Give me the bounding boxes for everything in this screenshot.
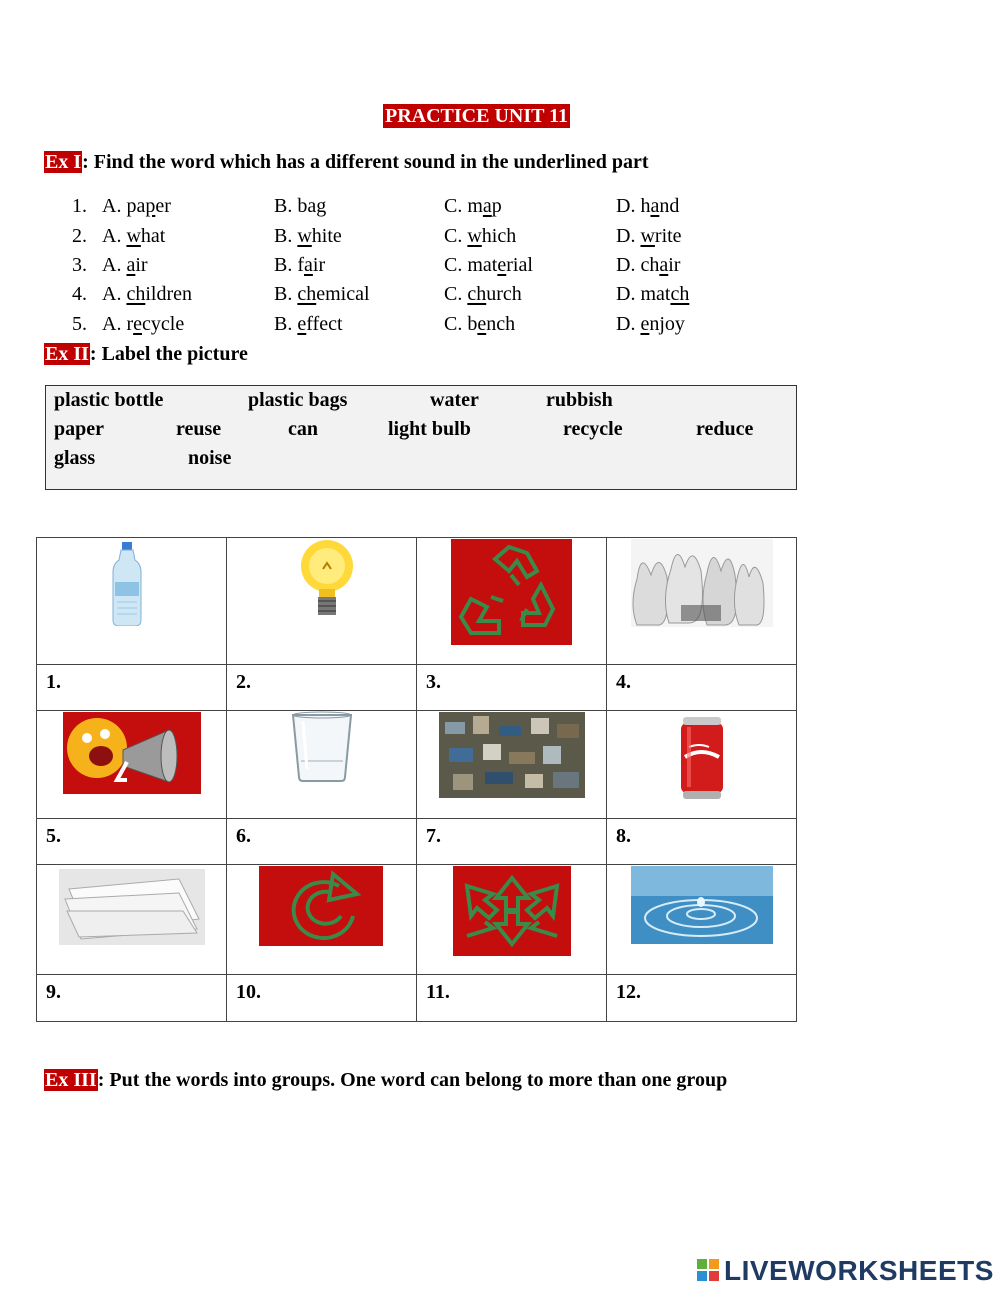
ex3-tag: Ex III <box>45 1069 97 1091</box>
option-text: nch <box>486 313 516 335</box>
underlined-part: w <box>640 225 655 247</box>
option-d <box>616 192 679 220</box>
noise-megaphone-image <box>63 712 201 794</box>
underlined-part: w <box>467 225 482 247</box>
question-number: 3. <box>72 254 87 276</box>
option-text: er <box>155 195 171 217</box>
option-text: b <box>467 313 478 335</box>
picture-label: 11. <box>417 975 607 1022</box>
option-text: C. <box>444 283 468 305</box>
option-text: hite <box>311 225 342 247</box>
brand-name: LIVEWORKSHEETS <box>724 1255 994 1286</box>
picture-label: 12. <box>607 975 797 1022</box>
ex2-tag: Ex II <box>45 343 89 365</box>
option-b <box>274 192 326 220</box>
option-c <box>444 280 522 308</box>
option-text: emical <box>316 283 370 305</box>
option-text: hich <box>481 225 517 247</box>
light-bulb-image <box>299 539 355 621</box>
underlined-part: e <box>477 313 487 335</box>
question-row <box>72 280 772 308</box>
option-text: urch <box>486 283 522 305</box>
option-a <box>102 192 171 220</box>
option-text: ba <box>297 195 317 217</box>
word-bank-item: can <box>288 418 318 440</box>
picture-label: 4. <box>607 665 797 711</box>
question-row <box>72 310 772 338</box>
picture-label: 6. <box>227 819 417 865</box>
option-a <box>102 280 192 308</box>
option-text: nd <box>659 195 680 217</box>
question-row <box>72 251 772 279</box>
option-b <box>274 310 343 338</box>
option-b <box>274 222 342 250</box>
option-text: p <box>491 195 502 217</box>
picture-label: 9. <box>37 975 227 1022</box>
option-text: mat <box>467 254 498 276</box>
picture-label: 1. <box>37 665 227 711</box>
word-bank <box>45 385 797 490</box>
word-bank-item: reduce <box>696 418 754 440</box>
option-a <box>102 222 165 250</box>
recycle-symbol-image <box>451 539 572 645</box>
option-text: D. <box>616 254 641 276</box>
option-text: hat <box>140 225 166 247</box>
underlined-part: g <box>316 195 327 217</box>
underlined-part: p <box>145 195 156 217</box>
option-text: C. <box>444 195 468 217</box>
option-b <box>274 251 325 279</box>
picture-label: 8. <box>607 819 797 865</box>
option-text: f <box>297 254 305 276</box>
option-text: h <box>640 195 651 217</box>
picture-cell <box>607 538 797 665</box>
option-text: B. <box>274 225 298 247</box>
word-bank-item: light bulb <box>388 418 471 440</box>
word-bank-item: plastic bags <box>248 389 348 411</box>
ex1-heading <box>44 150 649 174</box>
picture-cell <box>417 865 607 975</box>
picture-label: 10. <box>227 975 417 1022</box>
option-text: ir <box>135 254 148 276</box>
option-d <box>616 222 682 250</box>
option-text: D. <box>616 283 641 305</box>
underlined-part: a <box>126 254 136 276</box>
picture-cell <box>417 538 607 665</box>
word-bank-item: plastic bottle <box>54 389 164 411</box>
option-text: ir <box>312 254 326 276</box>
picture-cell <box>607 865 797 975</box>
picture-cell <box>227 711 417 819</box>
option-text: C. <box>444 254 468 276</box>
underlined-part: w <box>297 225 312 247</box>
picture-cell <box>37 711 227 819</box>
option-c <box>444 251 533 279</box>
option-text: ildren <box>145 283 192 305</box>
question-number: 1. <box>72 195 87 217</box>
paper-stack-image <box>59 869 205 945</box>
picture-cell <box>417 711 607 819</box>
word-bank-item: glass <box>54 447 96 469</box>
option-text: mat <box>640 283 671 305</box>
option-text: ffect <box>306 313 343 335</box>
option-text: A. <box>102 283 127 305</box>
option-text: m <box>467 195 483 217</box>
underlined-part: e <box>640 313 650 335</box>
picture-cell <box>227 865 417 975</box>
liveworksheets-logo-icon <box>697 1259 719 1281</box>
picture-cell <box>37 865 227 975</box>
picture-cell <box>607 711 797 819</box>
picture-label: 7. <box>417 819 607 865</box>
word-bank-item: recycle <box>563 418 623 440</box>
option-text: B. <box>274 254 298 276</box>
question-number: 4. <box>72 283 87 305</box>
underlined-part: ch <box>670 283 690 305</box>
word-bank-item: rubbish <box>546 389 613 411</box>
picture-cell <box>227 538 417 665</box>
ex1-instruction: : Find the word which has a different sound in the underlined part <box>82 151 649 173</box>
option-text: cycle <box>142 313 185 335</box>
option-c <box>444 222 516 250</box>
reduce-symbol-image <box>453 866 571 956</box>
option-d <box>616 280 689 308</box>
option-text: B. <box>274 313 298 335</box>
option-text: A. <box>102 313 127 335</box>
ex2-heading <box>44 342 248 366</box>
picture-label: 5. <box>37 819 227 865</box>
option-text: rite <box>654 225 682 247</box>
option-text: C. <box>444 225 468 247</box>
bottle-image <box>109 542 145 626</box>
underlined-part: w <box>126 225 141 247</box>
option-c <box>444 310 515 338</box>
option-text: A. <box>102 225 127 247</box>
underlined-part: a <box>650 195 660 217</box>
option-a <box>102 310 184 338</box>
ex2-instruction: : Label the picture <box>89 343 248 365</box>
option-a <box>102 251 148 279</box>
option-text: njoy <box>649 313 685 335</box>
ex3-instruction: : Put the words into groups. One word can belong to more than one group <box>97 1069 728 1091</box>
option-text: D. <box>616 195 641 217</box>
word-bank-item: reuse <box>176 418 222 440</box>
underlined-part: a <box>482 195 492 217</box>
option-text: A. <box>102 254 127 276</box>
question-number: 2. <box>72 225 87 247</box>
ex1-tag: Ex I <box>45 151 82 173</box>
option-c <box>444 192 502 220</box>
option-text: ch <box>640 254 660 276</box>
underlined-part: e <box>133 313 143 335</box>
underlined-part: e <box>497 254 507 276</box>
picture-grid <box>36 537 797 1022</box>
option-text: ir <box>668 254 681 276</box>
reuse-symbol-image <box>259 866 383 946</box>
glass-image <box>289 711 355 783</box>
picture-cell <box>37 538 227 665</box>
underlined-part: ch <box>467 283 487 305</box>
underlined-part: e <box>297 313 307 335</box>
option-text: C. <box>444 313 468 335</box>
option-text: rial <box>506 254 533 276</box>
option-text: A. <box>102 195 127 217</box>
word-bank-item: water <box>430 389 479 411</box>
underlined-part: ch <box>297 283 317 305</box>
question-number: 5. <box>72 313 87 335</box>
word-bank-item: paper <box>54 418 104 440</box>
option-text: r <box>126 313 134 335</box>
underlined-part: ch <box>126 283 146 305</box>
water-drop-image <box>631 866 773 944</box>
plastic-bags-image <box>631 539 773 627</box>
option-d <box>616 251 680 279</box>
question-row <box>72 192 772 220</box>
can-image <box>677 717 727 799</box>
word-bank-item: noise <box>188 447 232 469</box>
option-text: B. <box>274 195 298 217</box>
option-b <box>274 280 370 308</box>
question-row <box>72 222 772 250</box>
option-text: D. <box>616 225 641 247</box>
picture-label: 3. <box>417 665 607 711</box>
option-text: B. <box>274 283 298 305</box>
page-title: PRACTICE UNIT 11 <box>385 105 568 127</box>
underlined-part: a <box>659 254 669 276</box>
rubbish-image <box>439 712 585 798</box>
option-d <box>616 310 685 338</box>
option-text: D. <box>616 313 641 335</box>
picture-label: 2. <box>227 665 417 711</box>
ex3-heading <box>44 1068 727 1092</box>
underlined-part: a <box>304 254 313 276</box>
option-text: pa <box>126 195 146 217</box>
